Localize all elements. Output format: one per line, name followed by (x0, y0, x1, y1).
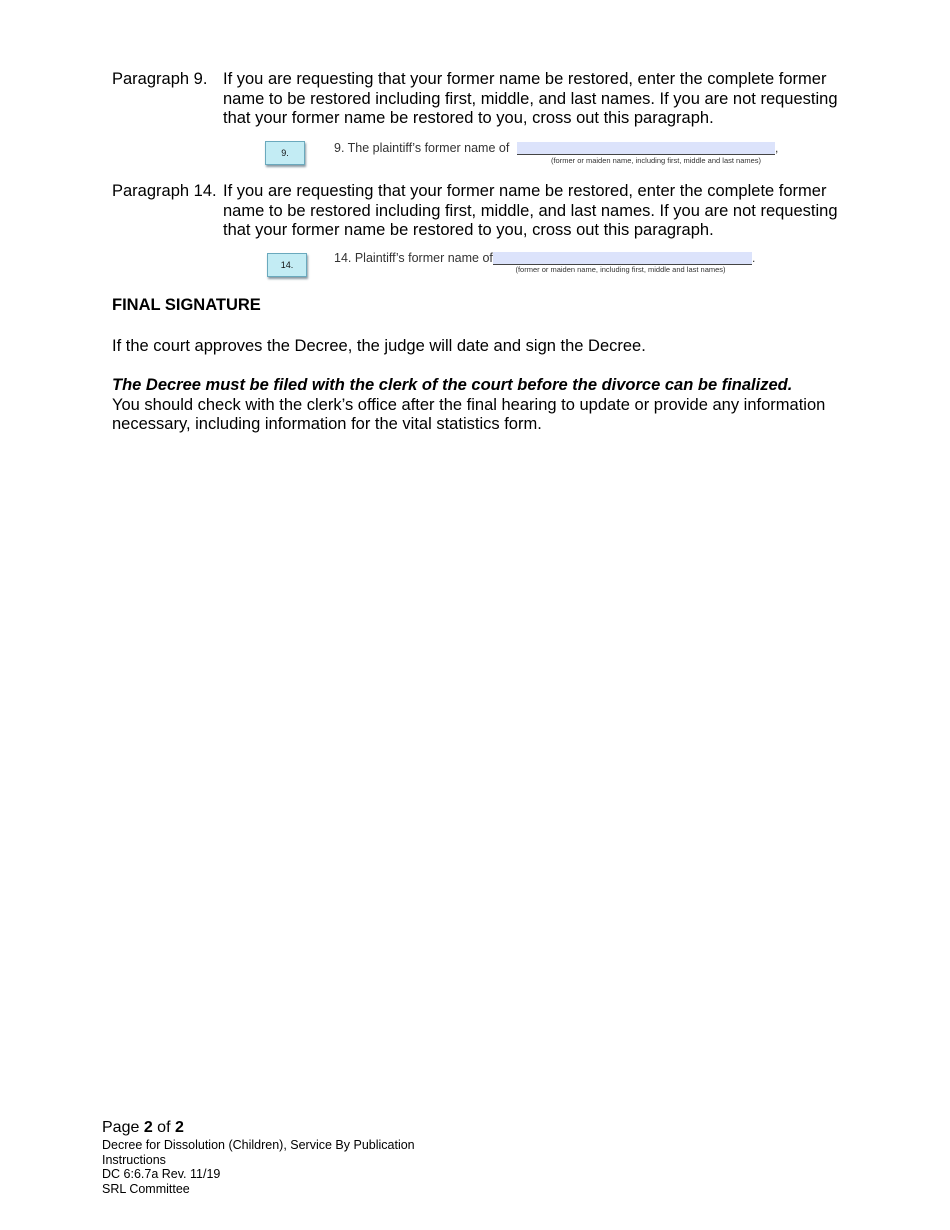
footer-title: Decree for Dissolution (Children), Service By Publication (102, 1138, 415, 1152)
field-9-hint: (former or maiden name, including first, middle and last names) (550, 156, 762, 165)
former-name-field-9[interactable] (517, 142, 775, 155)
page-footer (102, 1118, 415, 1196)
tag-9: 9. (265, 141, 305, 165)
field-9-label: 9. The plaintiff’s former name of (334, 141, 510, 155)
final-signature-heading: FINAL SIGNATURE (112, 296, 261, 314)
final-line-1: If the court approves the Decree, the judge will date and sign the Decree. (112, 337, 646, 355)
page-number: Page 2 of 2 (102, 1119, 184, 1136)
paragraph-9-text: If you are requesting that your former name be restored, enter the complete former name to be restored including first, middle, and last names. If you are not requesting that your former name be restored to you, cross out this paragraph. (223, 70, 838, 127)
paragraph-9-form-example (0, 138, 950, 168)
paragraph-14-label: Paragraph 14. (112, 182, 217, 200)
field-14-end: . (752, 251, 756, 265)
field-14-hint: (former or maiden name, including first, middle and last names) (515, 265, 726, 274)
final-note (112, 376, 852, 435)
footer-form-id: DC 6:6.7a Rev. 11/19 (102, 1167, 221, 1181)
final-line-2: You should check with the clerk’s office after the final hearing to update or provide any information necessary, including information for the vital statistics form. (112, 395, 826, 433)
field-14-label: 14. Plaintiff’s former name of (334, 251, 493, 265)
footer-committee: SRL Committee (102, 1181, 190, 1196)
former-name-field-14[interactable] (493, 252, 752, 265)
paragraph-14-text: If you are requesting that your former name be restored, enter the complete former name to be restored including first, middle, and last names. If you are not requesting that your former name be restored to you, cross out this paragraph. (223, 182, 838, 239)
paragraph-9-instruction (112, 70, 852, 129)
paragraph-14-instruction (112, 182, 852, 241)
final-emphasis: The Decree must be filed with the clerk of the court before the divorce can be finalized. (112, 376, 793, 394)
paragraph-9-label: Paragraph 9. (112, 70, 208, 88)
paragraph-14-form-example (0, 250, 950, 280)
field-9-end: , (775, 141, 779, 155)
tag-14: 14. (267, 253, 307, 277)
footer-subtitle: Instructions (102, 1152, 166, 1167)
